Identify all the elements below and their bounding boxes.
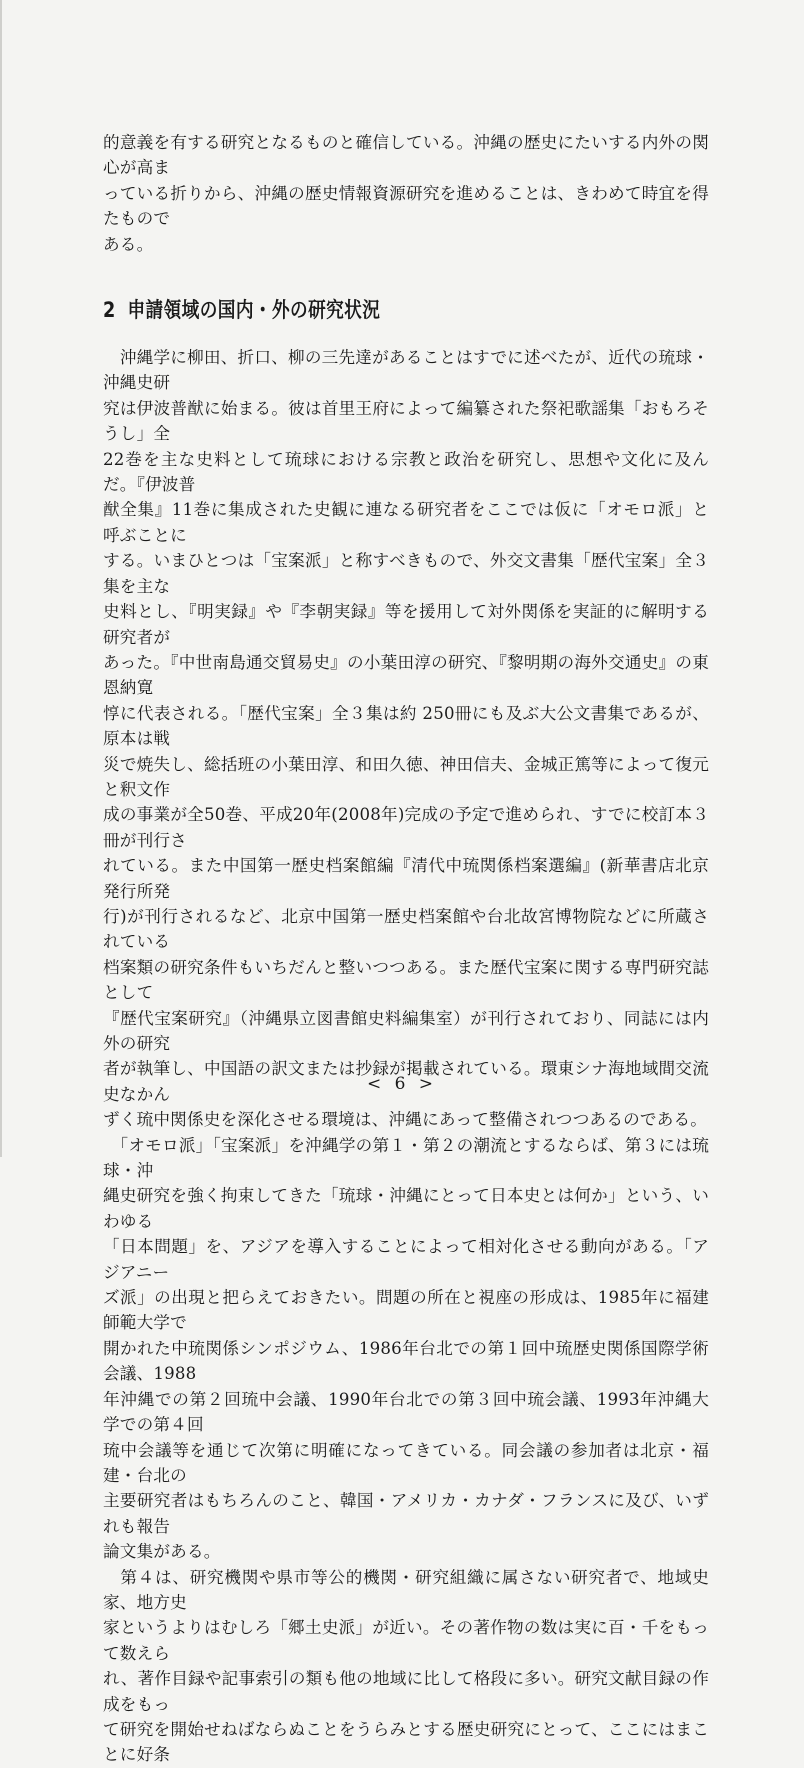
page-content [103,130,709,1768]
intro-paragraph: 的意義を有する研究となるものと確信している。沖縄の歴史にたいする内外の関心が高ま っている折りから、沖縄の歴史情報資源研究を進めることは、きわめて時宜を得たもので ある。 [103,133,709,254]
page-number: < 6 > [366,1074,438,1094]
section-number: 2 [103,298,116,323]
page-edge-shadow [0,0,2,1157]
paragraph-okinawa-studies: 沖縄学に柳田、折口、柳の三先達があることはすでに述べたが、近代の琉球・沖縄史研 究は伊波普猷に始まる。彼は首里王府によって編纂された祭祀歌謡集「おもろそうし」全 22巻を主な史料として琉球における宗教と政治を研究し、思想や文化に及んだ。『伊波普 猷全集』11巻に集成された史観に連なる研究者をここでは仮に「オモロ派」と呼ぶことに する。いまひとつは「宝案派」と称すべきもので、外交文書集「歴代宝案」全３集を主な 史料とし、『明実録』や『李朝実録』等を援用して対外関係を実証的に解明する研究者が あった。『中世南島通交貿易史』の小葉田淳の研究、『黎明期の海外交通史』の東恩納寛 惇に代表される。「歴代宝案」全３集は約 250冊にも及ぶ大公文書集であるが、原本は戦 災で焼失し、総括班の小葉田淳、和田久徳、神田信夫、金城正篤等によって復元と釈文作 成の事業が全50巻、平成20年(2008年)完成の予定で進められ、すでに校訂本３冊が刊行さ れている。また中国第一歴史档案館編『清代中琉関係档案選編』(新華書店北京発行所発 行)が刊行されるなど、北京中国第一歴史档案館や台北故宮博物院などに所蔵されている 档案類の研究条件もいちだんと整いつつある。また歴代宝案に関する専門研究誌として 『歴代宝案研究』（沖縄県立図書館史料編集室）が刊行されており、同誌には内外の研究 者が執筆し、中国語の訳文または抄録が掲載されている。環東シナ海地域間交流史なかん ずく琉中関係史を深化させる環境は、沖縄にあって整備されつつあるのである。 [103,348,709,1130]
paragraph-asia-school: 「オモロ派」「宝案派」を沖縄学の第１・第２の潮流とするならば、第３には琉球・沖 縄史研究を強く拘束してきた「琉球・沖縄にとって日本史とは何か」という、いわゆる 「日本問題」を、アジアを導入することによって相対化させる動向がある。「アジアニー ズ派」の出現と把らえておきたい。問題の所在と視座の形成は、1985年に福建師範大学で 開かれた中琉関係シンポジウム、1986年台北での第１回中琉歴史関係国際学術会議、1988 年沖縄での第２回琉中会議、1990年台北での第３回中琉会議、1993年沖縄大学での第４回 琉中会議等を通じて次第に明確になってきている。同会議の参加者は北京・福建・台北の 主要研究者はもちろんのこと、韓国・アメリカ・カナダ・フランスに及び、いずれも報告 論文集がある。 [103,1135,709,1562]
section-title: 申請領域の国内・外の研究状況 [127,298,381,323]
section-heading [103,293,612,327]
paragraph-local-historians: 第４は、研究機関や県市等公的機関・研究組織に属さない研究者で、地域史家、地方史 家というよりはむしろ「郷土史派」が近い。その著作物の数は実に百・千をもって数えら れ、著作目録や記事索引の類も他の地域に比して格段に多い。研究文献目録の作成をもっ て研究を開始せねばならぬことをうらみとする歴史研究にとって、ここにはまことに好条 [103,1567,709,1765]
